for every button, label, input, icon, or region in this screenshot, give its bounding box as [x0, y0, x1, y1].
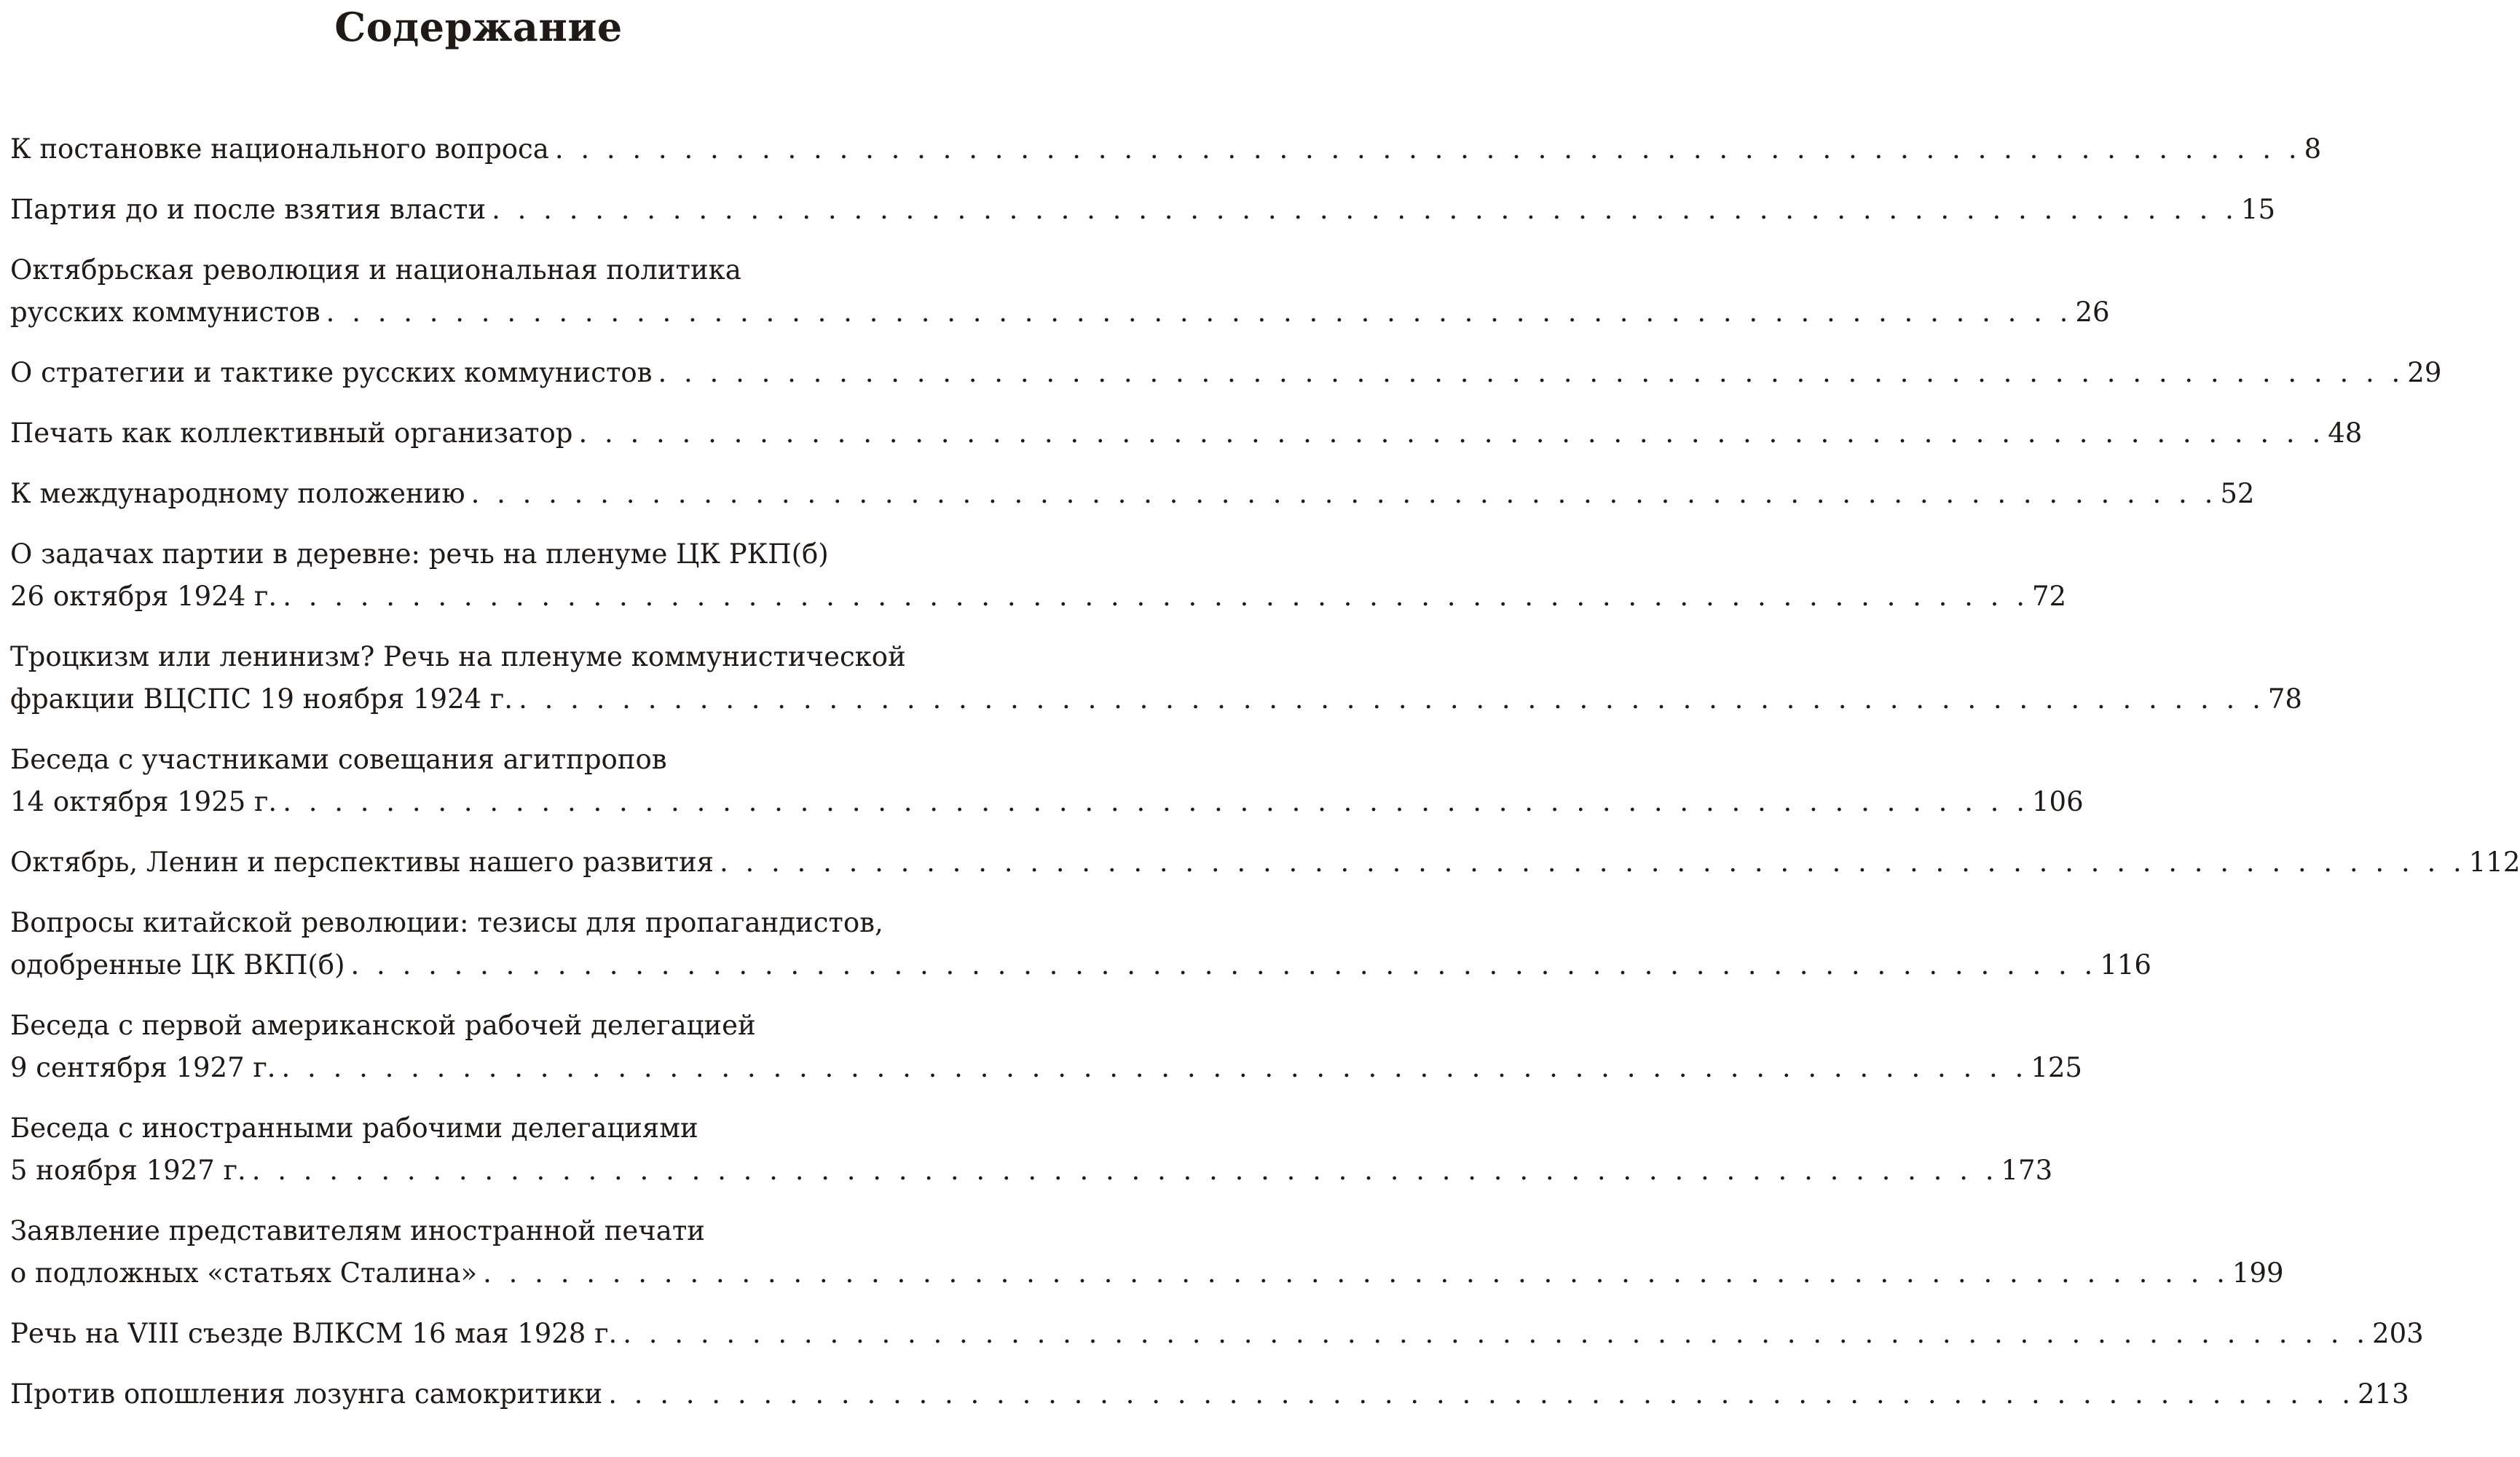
- toc-entry-last-line: [10, 412, 2363, 455]
- toc-entry[interactable]: [10, 128, 2322, 170]
- toc-entry[interactable]: [10, 1107, 2053, 1192]
- toc-entry[interactable]: [10, 352, 2442, 394]
- toc-entry-last-line: [10, 781, 2084, 823]
- toc-entry-title-line: Беседа с первой американской рабочей делегацией: [10, 1010, 756, 1041]
- dot-leader: . . . . . . . . . . . . . . . . . . . . . . . . . . . . . . . . . . . . . . . . . . . . . . . . . . . . . . . . . . . . . . . . . . . .: [719, 847, 2466, 878]
- dot-leader: . . . . . . . . . . . . . . . . . . . . . . . . . . . . . . . . . . . . . . . . . . . . . . . . . . . . . . . . . . . . . . . . . . . .: [251, 1155, 1999, 1186]
- toc-entry-last-line: [10, 841, 2520, 884]
- dot-leader: . . . . . . . . . . . . . . . . . . . . . . . . . . . . . . . . . . . . . . . . . . . . . . . . . . . . . . . . . . . . . . . . . . . .: [483, 1257, 2229, 1289]
- toc-entry-title-line: фракции ВЦСПС 19 ноября 1924 г.: [10, 683, 513, 715]
- toc-entry-title-line: К международному положению: [10, 478, 465, 509]
- toc-entry-title-line: Против опошления лозунга самокритики: [10, 1378, 603, 1410]
- toc-entry-title-line: 26 октября 1924 г.: [10, 581, 277, 612]
- toc-entry-title-line: Октябрь, Ленин и перспективы нашего развития: [10, 847, 714, 878]
- toc-entry-title-line: Вопросы китайской революции: тезисы для пропагандистов,: [10, 907, 883, 938]
- toc-entry-title-line: 9 сентября 1927 г.: [10, 1052, 276, 1083]
- toc-entry-title-line: О задачах партии в деревне: речь на пленуме ЦК РКП(б): [10, 538, 829, 570]
- toc-page-number: 213: [2358, 1378, 2409, 1410]
- toc-entry-title-line: русских коммунистов: [10, 296, 320, 328]
- dot-leader: . . . . . . . . . . . . . . . . . . . . . . . . . . . . . . . . . . . . . . . . . . . . . . . . . . . . . . . . . . . . . . . . . . . .: [283, 786, 2029, 817]
- toc-entry[interactable]: [10, 1005, 2082, 1089]
- toc-entry-last-line: [10, 1313, 2424, 1355]
- toc-page-number: 112: [2468, 847, 2520, 878]
- toc-entry[interactable]: [10, 249, 2110, 334]
- toc-page-number: 106: [2031, 786, 2084, 817]
- toc-entry[interactable]: [10, 1210, 2284, 1295]
- dot-leader: . . . . . . . . . . . . . . . . . . . . . . . . . . . . . . . . . . . . . . . . . . . . . . . . . . . . . . . . . . . . . . . . . . . .: [608, 1378, 2355, 1410]
- toc-entry-title-line: Троцкизм или ленинизм? Речь на пленуме коммунистической: [10, 641, 906, 672]
- toc-entry-last-line: [10, 352, 2442, 394]
- toc-entry[interactable]: [10, 473, 2255, 515]
- table-of-contents: [10, 128, 2520, 1434]
- toc-page-number: 48: [2328, 417, 2363, 449]
- toc-entry[interactable]: [10, 189, 2276, 231]
- toc-page-number: 199: [2232, 1257, 2284, 1289]
- toc-entry-title-line: Печать как коллективный организатор: [10, 417, 573, 449]
- toc-page-number: 52: [2220, 478, 2255, 509]
- page-title: Содержание: [334, 4, 623, 50]
- toc-page-number: 78: [2267, 683, 2302, 715]
- toc-entry[interactable]: [10, 1313, 2424, 1355]
- toc-entry-title-line: Речь на VIII съезде ВЛКСМ 16 мая 1928 г.: [10, 1318, 618, 1349]
- toc-entry-title-line: 14 октября 1925 г.: [10, 786, 277, 817]
- toc-entry-title-line: Беседа с иностранными рабочими делегациями: [10, 1112, 698, 1144]
- dot-leader: . . . . . . . . . . . . . . . . . . . . . . . . . . . . . . . . . . . . . . . . . . . . . . . . . . . . . . . . . . . . . . . . . . . .: [492, 194, 2238, 225]
- toc-page-number: 8: [2304, 133, 2322, 165]
- dot-leader: . . . . . . . . . . . . . . . . . . . . . . . . . . . . . . . . . . . . . . . . . . . . . . . . . . . . . . . . . . . . . . . . . . . .: [470, 478, 2218, 509]
- toc-page-number: 125: [2031, 1052, 2082, 1083]
- toc-entry-title-line: О стратегии и тактике русских коммунистов: [10, 357, 653, 388]
- toc-entry-title-line: одобренные ЦК ВКП(б): [10, 949, 345, 981]
- toc-entry-title-line: Беседа с участниками совещания агитпропов: [10, 744, 667, 775]
- toc-entry[interactable]: [10, 412, 2363, 455]
- toc-entry-last-line: [10, 944, 2151, 986]
- toc-entry[interactable]: [10, 1373, 2409, 1415]
- dot-leader: . . . . . . . . . . . . . . . . . . . . . . . . . . . . . . . . . . . . . . . . . . . . . . . . . . . . . . . . . . . . . . . . . . . .: [554, 133, 2302, 165]
- toc-entry-title-line: о подложных «статьях Сталина»: [10, 1257, 478, 1289]
- toc-entry-last-line: [10, 1150, 2053, 1192]
- toc-page-number: 29: [2407, 357, 2442, 388]
- toc-entry-last-line: [10, 473, 2255, 515]
- toc-entry[interactable]: [10, 636, 2302, 720]
- toc-entry-last-line: [10, 291, 2110, 334]
- dot-leader: . . . . . . . . . . . . . . . . . . . . . . . . . . . . . . . . . . . . . . . . . . . . . . . . . . . . . . . . . . . . . . . . . . . .: [326, 296, 2073, 328]
- toc-entry[interactable]: [10, 533, 2067, 618]
- toc-entry-title-line: К постановке национального вопроса: [10, 133, 549, 165]
- toc-entry-title-line: 5 ноября 1927 г.: [10, 1155, 246, 1186]
- toc-entry-title-line: Партия до и после взятия власти: [10, 194, 487, 225]
- dot-leader: . . . . . . . . . . . . . . . . . . . . . . . . . . . . . . . . . . . . . . . . . . . . . . . . . . . . . . . . . . . . . . . . . . . .: [623, 1318, 2370, 1349]
- toc-entry-last-line: [10, 128, 2322, 170]
- toc-entry-last-line: [10, 576, 2067, 618]
- toc-entry[interactable]: [10, 739, 2084, 823]
- dot-leader: . . . . . . . . . . . . . . . . . . . . . . . . . . . . . . . . . . . . . . . . . . . . . . . . . . . . . . . . . . . . . . . . . . . .: [283, 581, 2029, 612]
- toc-page-number: 72: [2031, 581, 2067, 612]
- toc-entry-last-line: [10, 1373, 2409, 1415]
- toc-page-number: 26: [2075, 296, 2110, 328]
- toc-entry-title-line: Октябрьская революция и национальная политика: [10, 254, 741, 286]
- dot-leader: . . . . . . . . . . . . . . . . . . . . . . . . . . . . . . . . . . . . . . . . . . . . . . . . . . . . . . . . . . . . . . . . . . . .: [350, 949, 2098, 981]
- toc-entry-last-line: [10, 678, 2302, 720]
- toc-page-number: 173: [2001, 1155, 2053, 1186]
- dot-leader: . . . . . . . . . . . . . . . . . . . . . . . . . . . . . . . . . . . . . . . . . . . . . . . . . . . . . . . . . . . . . . . . . . . .: [578, 417, 2326, 449]
- toc-entry[interactable]: [10, 902, 2151, 986]
- dot-leader: . . . . . . . . . . . . . . . . . . . . . . . . . . . . . . . . . . . . . . . . . . . . . . . . . . . . . . . . . . . . . . . . . . . .: [281, 1052, 2028, 1083]
- toc-page-number: 15: [2240, 194, 2276, 225]
- dot-leader: . . . . . . . . . . . . . . . . . . . . . . . . . . . . . . . . . . . . . . . . . . . . . . . . . . . . . . . . . . . . . . . . . . . .: [658, 357, 2405, 388]
- toc-entry[interactable]: [10, 841, 2520, 884]
- toc-entry-last-line: [10, 1252, 2284, 1295]
- toc-page-number: 116: [2100, 949, 2151, 981]
- toc-entry-last-line: [10, 1047, 2082, 1089]
- toc-entry-last-line: [10, 189, 2276, 231]
- toc-entry-title-line: Заявление представителям иностранной печати: [10, 1215, 705, 1246]
- dot-leader: . . . . . . . . . . . . . . . . . . . . . . . . . . . . . . . . . . . . . . . . . . . . . . . . . . . . . . . . . . . . . . . . . . . .: [519, 683, 2265, 715]
- toc-page-number: 203: [2372, 1318, 2424, 1349]
